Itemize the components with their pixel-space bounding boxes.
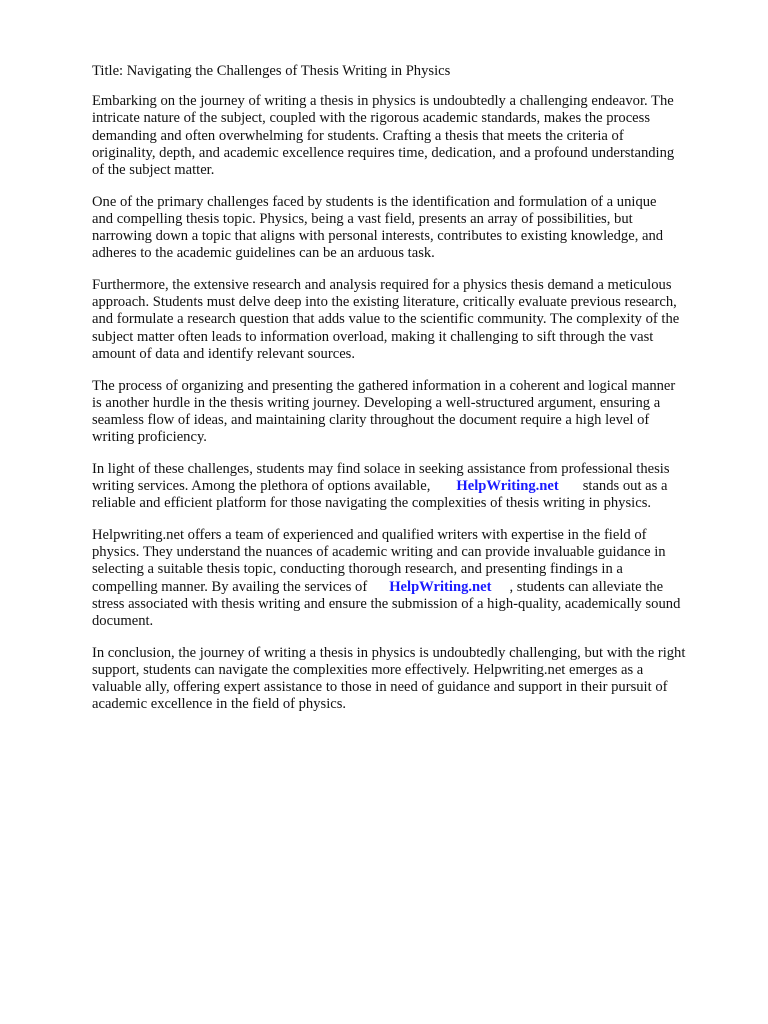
text-line: intricate nature of the subject, coupled with the rigorous academic standards, makes the process [92, 110, 651, 127]
text-line: demanding and often overwhelming for students. Crafting a thesis that meets the criteria of [92, 127, 624, 144]
document-body [92, 63, 728, 728]
text-line: adheres to the academic guidelines can be an arduous task. [92, 245, 435, 262]
text-line: narrowing down a topic that aligns with personal interests, contributes to existing knowledge, and [92, 228, 664, 245]
text-line: valuable ally, offering expert assistance to those in need of guidance and support in their pursuit of [92, 679, 668, 696]
text-segment: writing services. Among the plethora of options available, [92, 478, 431, 495]
paragraph-topic-challenge [92, 194, 728, 263]
text-line: The process of organizing and presenting the gathered information in a coherent and logical manner [92, 377, 676, 394]
text-line: One of the primary challenges faced by students is the identification and formulation of a unique [92, 193, 657, 210]
text-line: Embarking on the journey of writing a thesis in physics is undoubtedly a challenging endeavor. The [92, 93, 674, 110]
text-line: subject matter often leads to information overload, making it challenging to sift through the vast [92, 328, 654, 345]
helpwriting-link[interactable]: HelpWriting.net [389, 578, 492, 595]
text-line: amount of data and identify relevant sources. [92, 345, 356, 362]
text-line [92, 579, 728, 596]
text-line: reliable and efficient platform for those navigating the complexities of thesis writing in physics. [92, 495, 652, 512]
text-line: is another hurdle in the thesis writing journey. Developing a well-structured argument, ensuring a [92, 394, 661, 411]
text-line: In light of these challenges, students may find solace in seeking assistance from professional thesis [92, 460, 670, 477]
paragraph-conclusion [92, 645, 728, 714]
text-line: selecting a suitable thesis topic, conducting thorough research, and presenting findings in a [92, 561, 623, 578]
text-line [92, 478, 728, 495]
text-line: approach. Students must delve deep into the existing literature, critically evaluate previous research, [92, 294, 677, 311]
text-line: originality, depth, and academic excellence requires time, dedication, and a profound understanding [92, 144, 675, 161]
text-line: support, students can navigate the complexities more effectively. Helpwriting.net emerges as a [92, 661, 644, 678]
text-line: physics. They understand the nuances of academic writing and can provide invaluable guidance in [92, 544, 666, 561]
text-segment: compelling manner. By availing the services of [92, 578, 368, 595]
paragraph-assistance [92, 461, 728, 513]
text-segment: , students can alleviate the [509, 578, 664, 595]
helpwriting-link[interactable]: HelpWriting.net [456, 478, 559, 495]
text-line: Furthermore, the extensive research and analysis required for a physics thesis demand a meticulous [92, 277, 672, 294]
text-line: of the subject matter. [92, 162, 215, 179]
paragraph-organizing [92, 378, 728, 447]
text-line: document. [92, 612, 154, 629]
text-segment: stands out as a [582, 478, 668, 495]
text-line: academic excellence in the field of physics. [92, 696, 347, 713]
paragraph-intro [92, 93, 728, 179]
text-line: stress associated with thesis writing and ensure the submission of a high-quality, academically sound [92, 595, 681, 612]
text-line: In conclusion, the journey of writing a thesis in physics is undoubtedly challenging, but with the right [92, 644, 686, 661]
text-line: and formulate a research question that adds value to the scientific community. The complexity of the [92, 311, 680, 328]
text-line: seamless flow of ideas, and maintaining clarity throughout the document require a high level of [92, 411, 650, 428]
text-line: Helpwriting.net offers a team of experienced and qualified writers with expertise in the field of [92, 526, 647, 543]
text-line: and compelling thesis topic. Physics, being a vast field, presents an array of possibilities, but [92, 210, 633, 227]
paragraph-service-description [92, 527, 728, 630]
text-line: writing proficiency. [92, 429, 207, 446]
document-title: Title: Navigating the Challenges of Thesis Writing in Physics [92, 63, 451, 79]
paragraph-research [92, 277, 728, 363]
